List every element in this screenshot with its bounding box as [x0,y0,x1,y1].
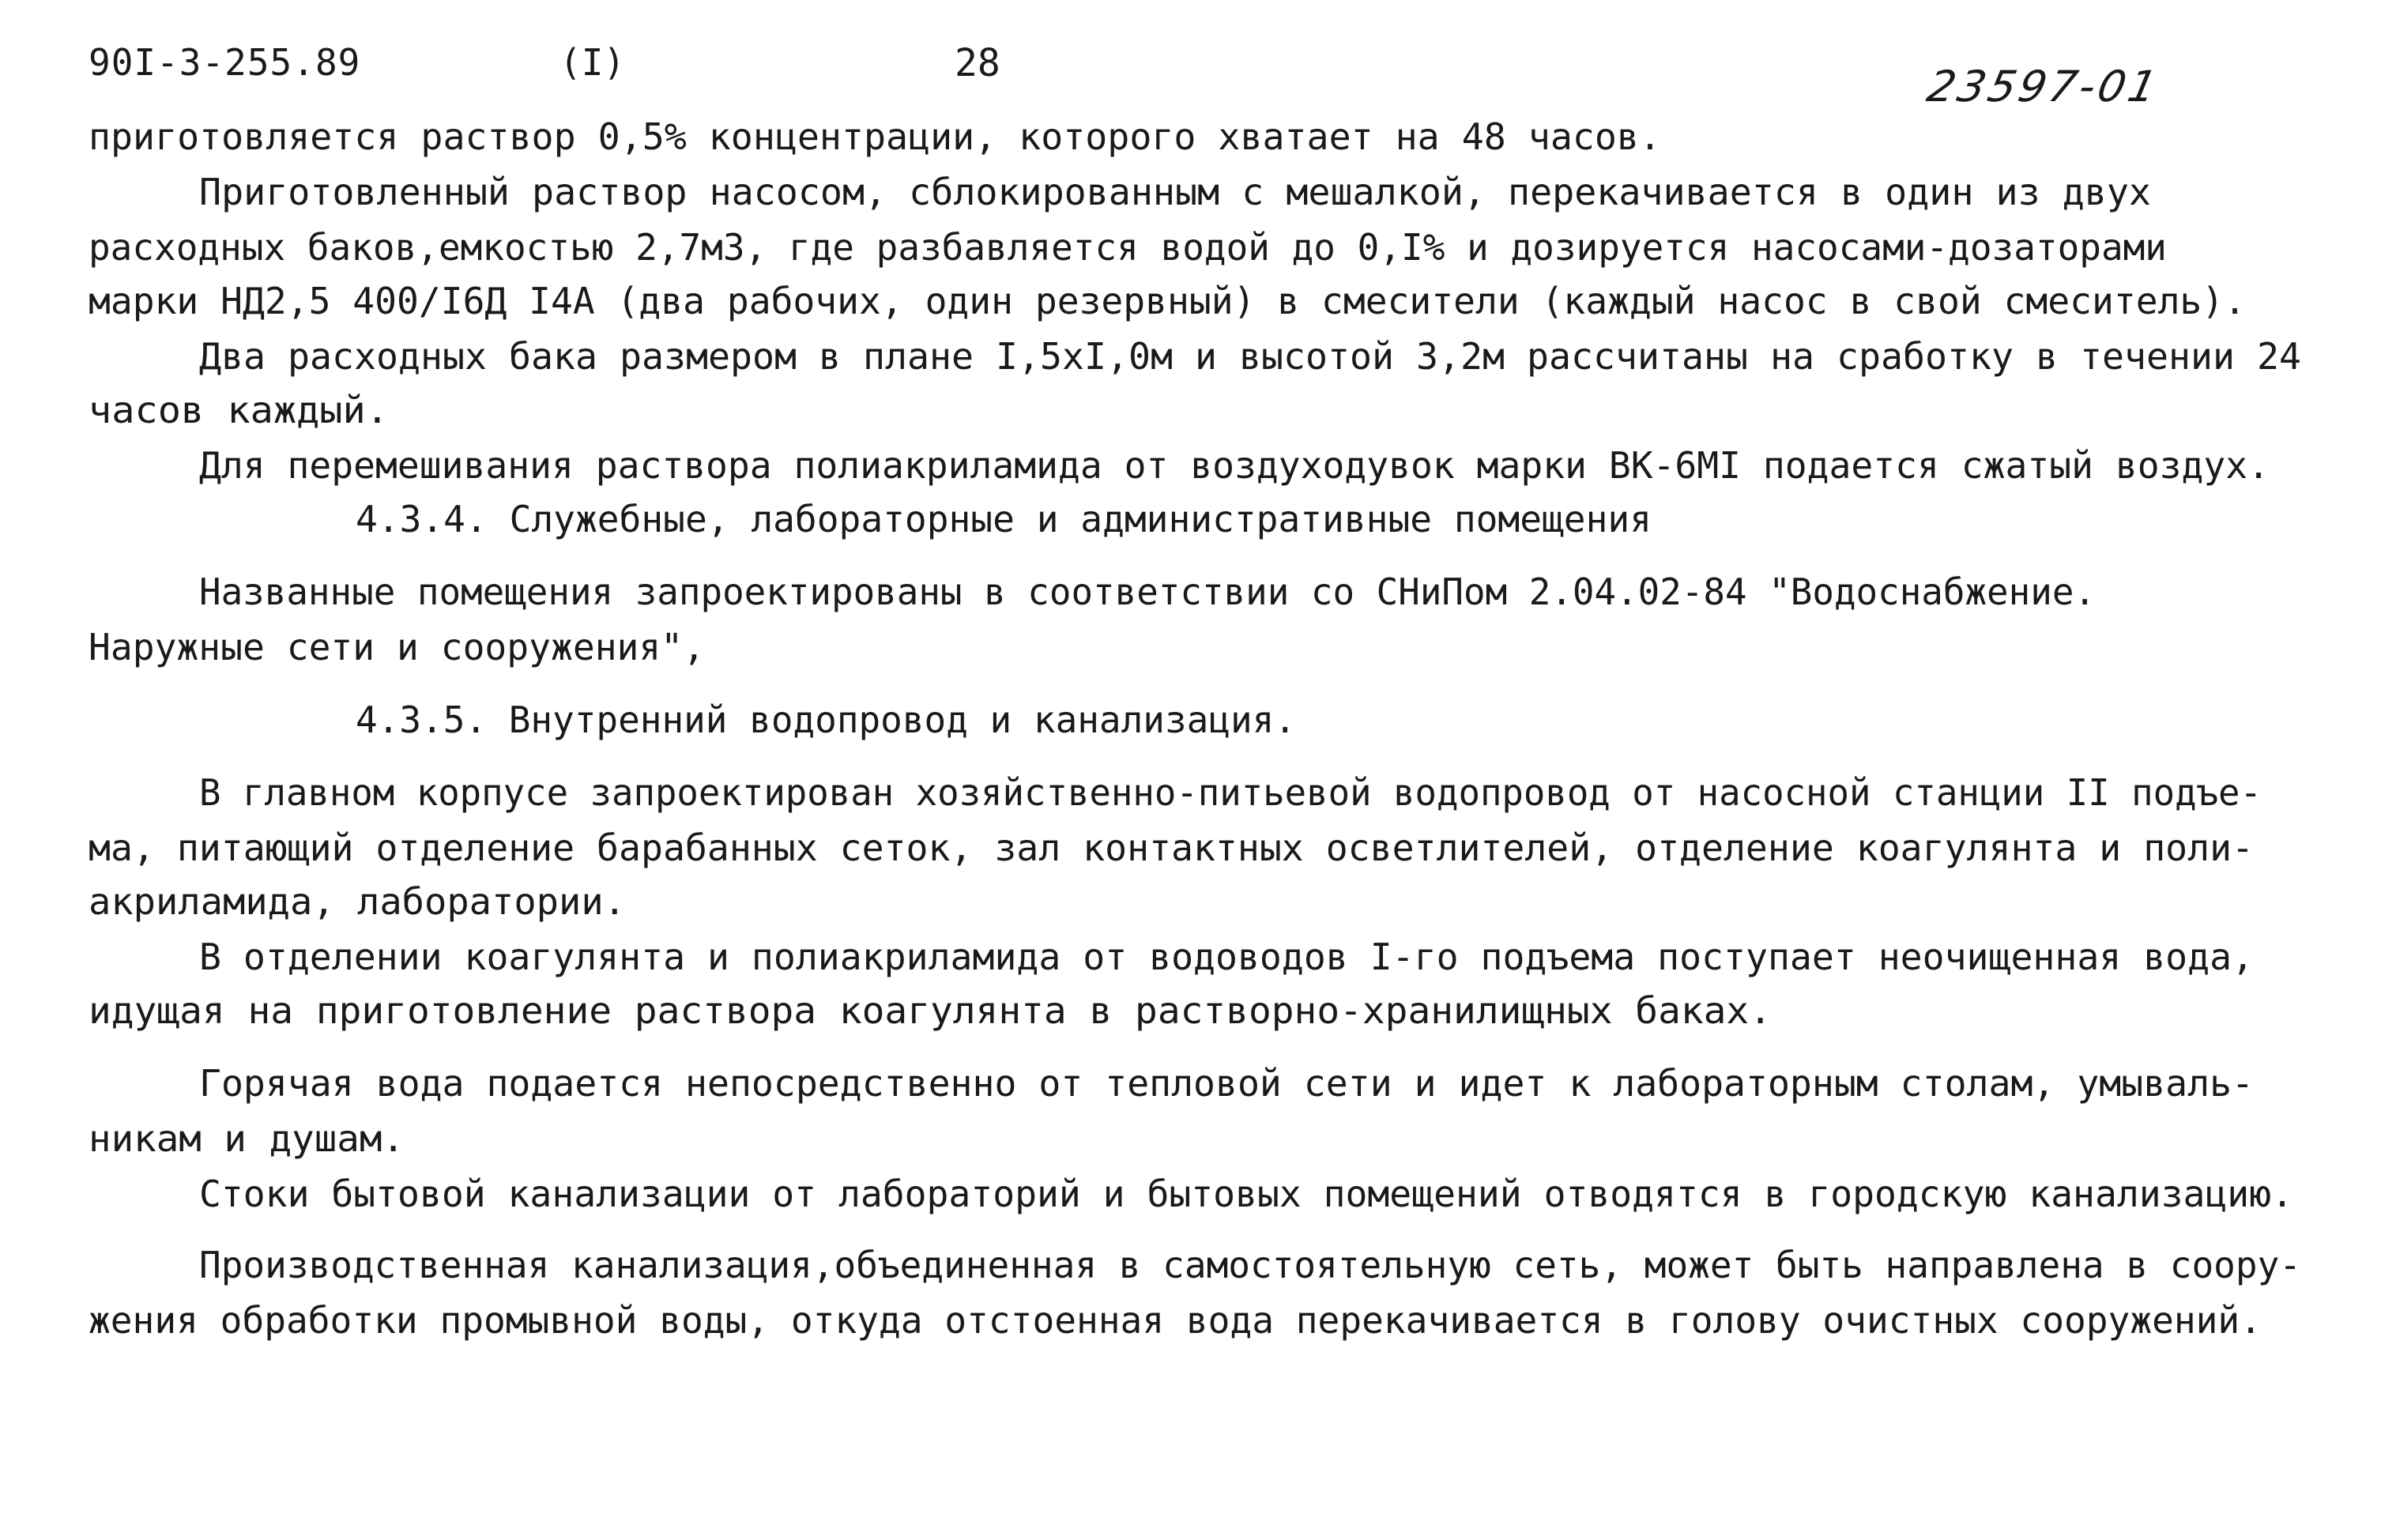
text-line: идущая на приготовление раствора коагулянта в растворно-хранилищных баках. [89,989,1772,1032]
text-line: В отделении коагулянта и полиакриламида от водоводов I-го подъема поступает неочищенная вода, [199,936,2255,978]
text-line: Приготовленный раствор насосом, сблокированным с мешалкой, перекачивается в один из двух [199,171,2152,213]
text-line: Производственная канализация,объединенная в самостоятельную сеть, может быть направлена в соору- [199,1244,2301,1286]
section-heading: 4.3.5. Внутренний водопровод и канализация. [356,698,1296,741]
document-code: 90I-3-255.89 [89,41,361,84]
text-line: расходных баков,емкостью 2,7м3, где разбавляется водой до 0,I% и дозируется насосами-дозаторами [89,226,2167,269]
text-line: Названные помещения запроектированы в соответствии со СНиПом 2.04.02-84 "Водоснабжение. [199,570,2096,613]
sheet-number: (I) [559,41,626,84]
text-line: В главном корпусе запроектирован хозяйственно-питьевой водопровод от насосной станции II подъе- [199,771,2262,814]
text-line: Два расходных бака размером в плане I,5хI,0м и высотой 3,2м рассчитаны на сработку в течении 24 [199,335,2302,378]
text-line: Для перемешивания раствора полиакриламида от воздуходувок марки ВК-6МI подается сжатый воздух. [199,444,2270,487]
page-number: 28 [955,41,1000,85]
text-line: никам и душам. [89,1117,405,1160]
section-heading: 4.3.4. Служебные, лабораторные и административные помещения [356,498,1652,540]
text-line: марки НД2,5 400/I6Д I4А (два рабочих, один резервный) в смесители (каждый насос в свой смеситель). [89,280,2246,322]
text-line: Стоки бытовой канализации от лабораторий и бытовых помещений отводятся в городскую канализацию. [199,1173,2293,1215]
text-line: Горячая вода подается непосредственно от тепловой сети и идет к лабораторным столам, умываль- [199,1062,2255,1105]
text-line: Наружные сети и сооружения", [89,626,706,668]
text-line: приготовляется раствор 0,5% концентрации, которого хватает на 48 часов. [89,115,1661,158]
text-line: жения обработки промывной воды, откуда отстоенная вода перекачивается в голову очистных сооружений. [89,1299,2262,1342]
text-line: ма, питающий отделение барабанных сеток, зал контактных осветлителей, отделение коагулянта и поли- [89,826,2254,869]
text-line: акриламида, лаборатории. [89,880,626,923]
inventory-number: 23597-01 [1923,62,2164,111]
text-line: часов каждый. [89,389,389,431]
